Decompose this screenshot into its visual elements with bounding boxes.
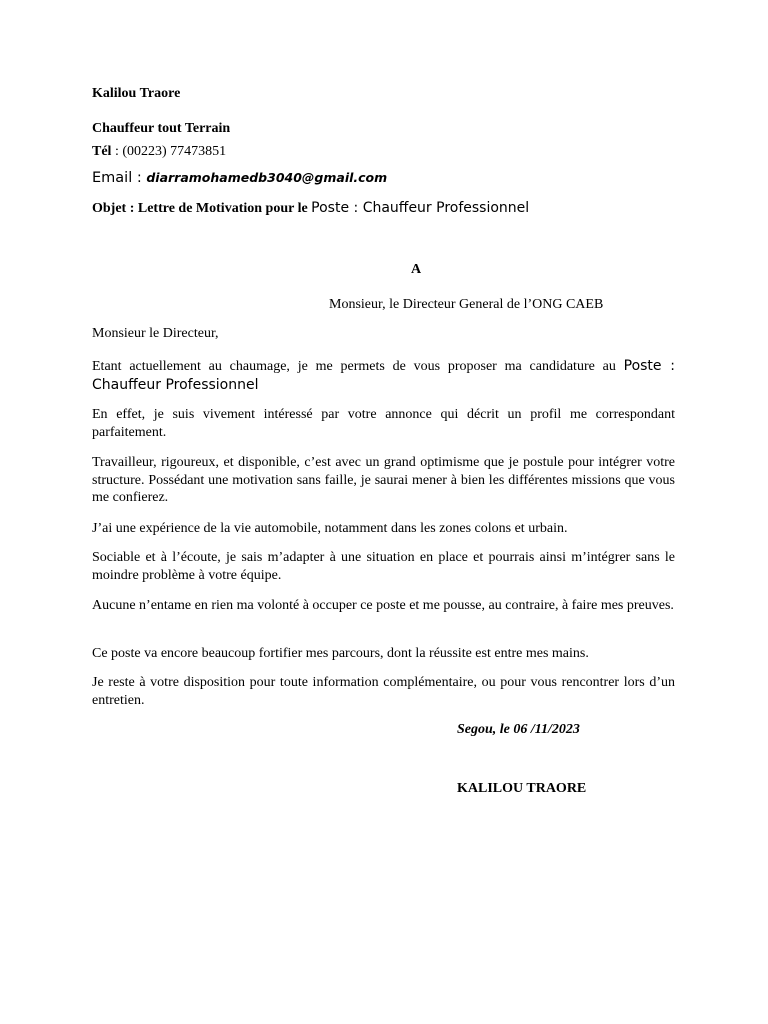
sender-name: Kalilou Traore: [92, 86, 181, 101]
sender-phone: [92, 144, 226, 161]
paragraph-1-text: Etant actuellement au chaumage, je me permets de vous proposer ma candidature au: [92, 359, 624, 374]
email-value: diarramohamedb3040@gmail.com: [146, 170, 388, 185]
email-label: Email :: [92, 170, 147, 186]
phone-label: Tél: [92, 144, 112, 159]
paragraph-1: [92, 357, 675, 395]
recipient-address: Monsieur, le Directeur General de l’ONG CAEB: [329, 297, 604, 312]
paragraph-5: Sociable et à l’écoute, je sais m’adapter à une situation en place et pourrais ainsi m’intégrer sans le moindre problème à votre équipe.: [92, 550, 675, 583]
paragraph-2: En effet, je suis vivement intéressé par votre annonce qui décrit un profil me correspondant parfaitement.: [92, 407, 675, 440]
paragraph-8: Je reste à votre disposition pour toute information complémentaire, ou pour vous rencontrer lors d’un entretien.: [92, 675, 675, 708]
salutation: Monsieur le Directeur,: [92, 326, 219, 341]
sender-email: [92, 170, 387, 188]
recipient-to-label: A: [411, 262, 422, 277]
paragraph-7: Ce poste va encore beaucoup fortifier mes parcours, dont la réussite est entre mes mains.: [92, 646, 589, 661]
subject-label: Objet : Lettre de Motivation pour le: [92, 201, 312, 216]
phone-value: : (00223) 77473851: [111, 144, 227, 159]
paragraph-4: J’ai une expérience de la vie automobile, notamment dans les zones colons et urbain.: [92, 521, 568, 536]
sender-job-title: Chauffeur tout Terrain: [92, 121, 231, 136]
subject-position: Poste : Chauffeur Professionnel: [311, 200, 530, 216]
paragraph-1-position: Poste : Chauffeur Professionnel: [92, 358, 675, 393]
paragraph-6: Aucune n’entame en rien ma volonté à occuper ce poste et me pousse, au contraire, à faire mes preuves.: [92, 598, 674, 613]
place-and-date: Segou, le 06 /11/2023: [457, 722, 580, 737]
subject-line: [92, 200, 529, 218]
paragraph-3: Travailleur, rigoureux, et disponible, c’est avec un grand optimisme que je postule pour intégrer votre structure. Possédant une motivation sans faille, je saurai mener à bien les différentes missions que vous me confierez.: [92, 455, 675, 505]
signature-name: KALILOU TRAORE: [457, 781, 587, 796]
